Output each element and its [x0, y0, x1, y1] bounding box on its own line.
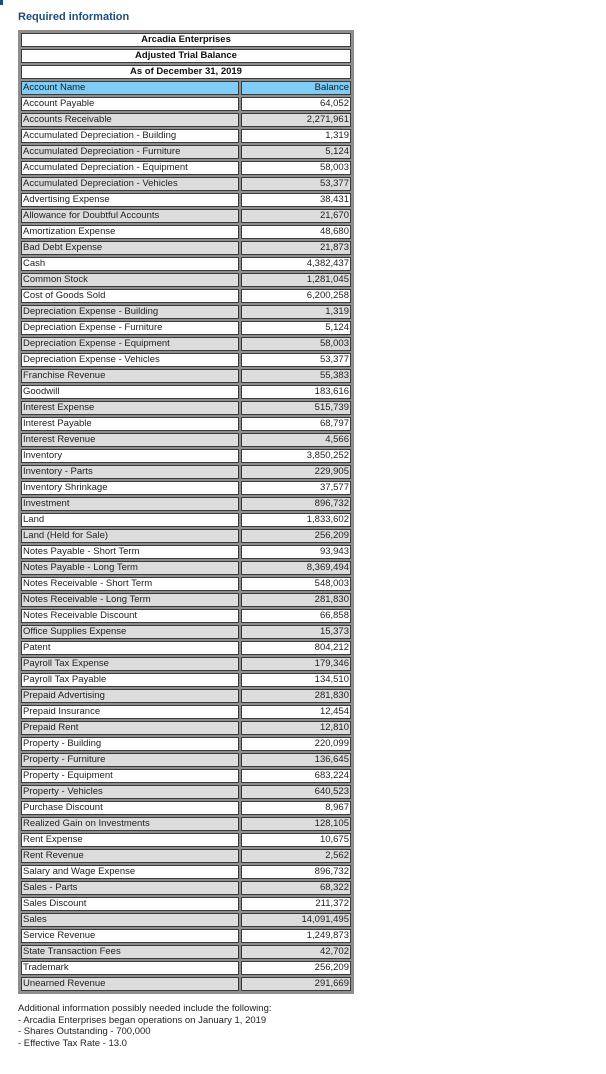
- account-name-cell: Land (Held for Sale): [21, 529, 239, 543]
- column-header-account-name: Account Name: [21, 81, 239, 95]
- balance-cell: 256,209: [241, 961, 351, 975]
- account-name-cell: Cash: [21, 257, 239, 271]
- account-name-cell: Accumulated Depreciation - Furniture: [21, 145, 239, 159]
- trial-balance-table: [18, 30, 354, 994]
- balance-cell: 3,850,252: [241, 449, 351, 463]
- table-row: [21, 609, 351, 623]
- table-row: [21, 113, 351, 127]
- balance-cell: 4,382,437: [241, 257, 351, 271]
- table-row: [21, 369, 351, 383]
- account-name-cell: Interest Expense: [21, 401, 239, 415]
- table-row: [21, 721, 351, 735]
- balance-cell: 134,510: [241, 673, 351, 687]
- balance-cell: 640,523: [241, 785, 351, 799]
- column-header-balance: Balance: [241, 81, 351, 95]
- balance-cell: 5,124: [241, 145, 351, 159]
- balance-cell: 291,669: [241, 977, 351, 991]
- table-row: [21, 977, 351, 991]
- balance-cell: 220,099: [241, 737, 351, 751]
- balance-cell: 6,200,258: [241, 289, 351, 303]
- table-row: [21, 321, 351, 335]
- account-name-cell: Property - Vehicles: [21, 785, 239, 799]
- table-row: [21, 705, 351, 719]
- account-name-cell: Purchase Discount: [21, 801, 239, 815]
- table-row: [21, 897, 351, 911]
- table-row: [21, 225, 351, 239]
- additional-information-item: - Effective Tax Rate - 13.0: [18, 1037, 127, 1049]
- account-name-cell: Accounts Receivable: [21, 113, 239, 127]
- table-row: [21, 177, 351, 191]
- table-row: [21, 753, 351, 767]
- balance-cell: 66,858: [241, 609, 351, 623]
- balance-cell: 38,431: [241, 193, 351, 207]
- account-name-cell: Accumulated Depreciation - Building: [21, 129, 239, 143]
- account-name-cell: Notes Receivable Discount: [21, 609, 239, 623]
- account-name-cell: Accumulated Depreciation - Equipment: [21, 161, 239, 175]
- account-name-cell: Salary and Wage Expense: [21, 865, 239, 879]
- table-row: [21, 577, 351, 591]
- account-name-cell: Office Supplies Expense: [21, 625, 239, 639]
- account-name-cell: Cost of Goods Sold: [21, 289, 239, 303]
- account-name-cell: Realized Gain on Investments: [21, 817, 239, 831]
- balance-cell: 515,739: [241, 401, 351, 415]
- table-row: [21, 257, 351, 271]
- table-row: [21, 337, 351, 351]
- account-name-cell: Notes Receivable - Long Term: [21, 593, 239, 607]
- balance-cell: 21,873: [241, 241, 351, 255]
- account-name-cell: Unearned Revenue: [21, 977, 239, 991]
- balance-cell: 1,319: [241, 129, 351, 143]
- account-name-cell: Interest Revenue: [21, 433, 239, 447]
- corner-mark: [0, 0, 3, 5]
- account-name-cell: Common Stock: [21, 273, 239, 287]
- balance-cell: 896,732: [241, 865, 351, 879]
- account-name-cell: Notes Receivable - Short Term: [21, 577, 239, 591]
- balance-cell: 14,091,495: [241, 913, 351, 927]
- balance-cell: 183,616: [241, 385, 351, 399]
- balance-cell: 281,830: [241, 689, 351, 703]
- account-name-cell: State Transaction Fees: [21, 945, 239, 959]
- account-name-cell: Land: [21, 513, 239, 527]
- column-header-row: [21, 81, 351, 95]
- account-name-cell: Accumulated Depreciation - Vehicles: [21, 177, 239, 191]
- account-name-cell: Payroll Tax Payable: [21, 673, 239, 687]
- table-row: [21, 209, 351, 223]
- table-row: [21, 465, 351, 479]
- balance-cell: 93,943: [241, 545, 351, 559]
- account-name-cell: Sales Discount: [21, 897, 239, 911]
- table-title: Adjusted Trial Balance: [21, 49, 351, 63]
- table-row: [21, 673, 351, 687]
- account-name-cell: Property - Building: [21, 737, 239, 751]
- table-row: [21, 625, 351, 639]
- table-row: [21, 241, 351, 255]
- account-name-cell: Depreciation Expense - Equipment: [21, 337, 239, 351]
- account-name-cell: Prepaid Rent: [21, 721, 239, 735]
- table-row: [21, 801, 351, 815]
- account-name-cell: Investment: [21, 497, 239, 511]
- balance-cell: 281,830: [241, 593, 351, 607]
- balance-cell: 1,833,602: [241, 513, 351, 527]
- table-row: [21, 881, 351, 895]
- balance-cell: 1,319: [241, 305, 351, 319]
- balance-cell: 179,346: [241, 657, 351, 671]
- balance-cell: 683,224: [241, 769, 351, 783]
- table-row: [21, 161, 351, 175]
- balance-cell: 12,810: [241, 721, 351, 735]
- balance-cell: 15,373: [241, 625, 351, 639]
- account-name-cell: Property - Furniture: [21, 753, 239, 767]
- balance-cell: 58,003: [241, 337, 351, 351]
- account-name-cell: Inventory: [21, 449, 239, 463]
- table-row: [21, 689, 351, 703]
- balance-cell: 53,377: [241, 353, 351, 367]
- account-name-cell: Inventory - Parts: [21, 465, 239, 479]
- as-of-date: As of December 31, 2019: [21, 65, 351, 79]
- balance-cell: 2,562: [241, 849, 351, 863]
- balance-cell: 128,105: [241, 817, 351, 831]
- balance-cell: 8,967: [241, 801, 351, 815]
- table-row: [21, 97, 351, 111]
- table-row: [21, 545, 351, 559]
- account-name-cell: Amortization Expense: [21, 225, 239, 239]
- table-row: [21, 193, 351, 207]
- account-name-cell: Prepaid Insurance: [21, 705, 239, 719]
- balance-cell: 12,454: [241, 705, 351, 719]
- table-row: [21, 561, 351, 575]
- account-name-cell: Depreciation Expense - Building: [21, 305, 239, 319]
- account-name-cell: Depreciation Expense - Furniture: [21, 321, 239, 335]
- table-row: [21, 401, 351, 415]
- account-name-cell: Inventory Shrinkage: [21, 481, 239, 495]
- balance-cell: 37,577: [241, 481, 351, 495]
- table-row: [21, 417, 351, 431]
- table-row: [21, 513, 351, 527]
- account-name-cell: Depreciation Expense - Vehicles: [21, 353, 239, 367]
- table-row: [21, 865, 351, 879]
- table-row: [21, 961, 351, 975]
- account-name-cell: Service Revenue: [21, 929, 239, 943]
- account-name-cell: Bad Debt Expense: [21, 241, 239, 255]
- table-row: [21, 497, 351, 511]
- balance-cell: 68,322: [241, 881, 351, 895]
- table-row: [21, 929, 351, 943]
- balance-cell: 1,249,873: [241, 929, 351, 943]
- table-row: [21, 913, 351, 927]
- account-name-cell: Franchise Revenue: [21, 369, 239, 383]
- table-row: [21, 273, 351, 287]
- balance-cell: 58,003: [241, 161, 351, 175]
- account-name-cell: Account Payable: [21, 97, 239, 111]
- additional-information-item: - Shares Outstanding - 700,000: [18, 1026, 151, 1037]
- table-row: [21, 641, 351, 655]
- account-name-cell: Allowance for Doubtful Accounts: [21, 209, 239, 223]
- additional-information-item: - Arcadia Enterprises began operations on January 1, 2019: [18, 1014, 267, 1026]
- table-row: [21, 769, 351, 783]
- company-name: Arcadia Enterprises: [21, 33, 351, 47]
- balance-cell: 5,124: [241, 321, 351, 335]
- table-row: [21, 449, 351, 463]
- balance-cell: 229,905: [241, 465, 351, 479]
- account-name-cell: Property - Equipment: [21, 769, 239, 783]
- required-information-heading: Required information: [18, 11, 130, 23]
- table-row: [21, 481, 351, 495]
- balance-cell: 42,702: [241, 945, 351, 959]
- table-body: [21, 97, 351, 991]
- balance-cell: 211,372: [241, 897, 351, 911]
- balance-cell: 64,052: [241, 97, 351, 111]
- balance-cell: 804,212: [241, 641, 351, 655]
- table-row: [21, 833, 351, 847]
- balance-cell: 136,645: [241, 753, 351, 767]
- table-row: [21, 657, 351, 671]
- account-name-cell: Sales - Parts: [21, 881, 239, 895]
- balance-cell: 2,271,961: [241, 113, 351, 127]
- table-row: [21, 817, 351, 831]
- table-row: [21, 785, 351, 799]
- account-name-cell: Interest Payable: [21, 417, 239, 431]
- balance-cell: 548,003: [241, 577, 351, 591]
- balance-cell: 256,209: [241, 529, 351, 543]
- balance-cell: 53,377: [241, 177, 351, 191]
- table-row: [21, 385, 351, 399]
- balance-cell: 8,369,494: [241, 561, 351, 575]
- balance-cell: 55,383: [241, 369, 351, 383]
- table-row: [21, 145, 351, 159]
- account-name-cell: Rent Revenue: [21, 849, 239, 863]
- account-name-cell: Goodwill: [21, 385, 239, 399]
- account-name-cell: Patent: [21, 641, 239, 655]
- balance-cell: 10,675: [241, 833, 351, 847]
- table-row: [21, 737, 351, 751]
- balance-cell: 68,797: [241, 417, 351, 431]
- table-row: [21, 305, 351, 319]
- balance-cell: 4,566: [241, 433, 351, 447]
- table-row: [21, 849, 351, 863]
- table-row: [21, 529, 351, 543]
- account-name-cell: Sales: [21, 913, 239, 927]
- account-name-cell: Prepaid Advertising: [21, 689, 239, 703]
- table-row: [21, 129, 351, 143]
- balance-cell: 1,281,045: [241, 273, 351, 287]
- account-name-cell: Rent Expense: [21, 833, 239, 847]
- balance-cell: 48,680: [241, 225, 351, 239]
- additional-information-intro: Additional information possibly needed include the following:: [18, 1003, 272, 1014]
- table-row: [21, 593, 351, 607]
- balance-cell: 896,732: [241, 497, 351, 511]
- table-row: [21, 945, 351, 959]
- table-row: [21, 353, 351, 367]
- account-name-cell: Payroll Tax Expense: [21, 657, 239, 671]
- additional-information: [18, 1003, 272, 1049]
- account-name-cell: Advertising Expense: [21, 193, 239, 207]
- account-name-cell: Trademark: [21, 961, 239, 975]
- balance-cell: 21,670: [241, 209, 351, 223]
- table-row: [21, 289, 351, 303]
- account-name-cell: Notes Payable - Long Term: [21, 561, 239, 575]
- account-name-cell: Notes Payable - Short Term: [21, 545, 239, 559]
- table-row: [21, 433, 351, 447]
